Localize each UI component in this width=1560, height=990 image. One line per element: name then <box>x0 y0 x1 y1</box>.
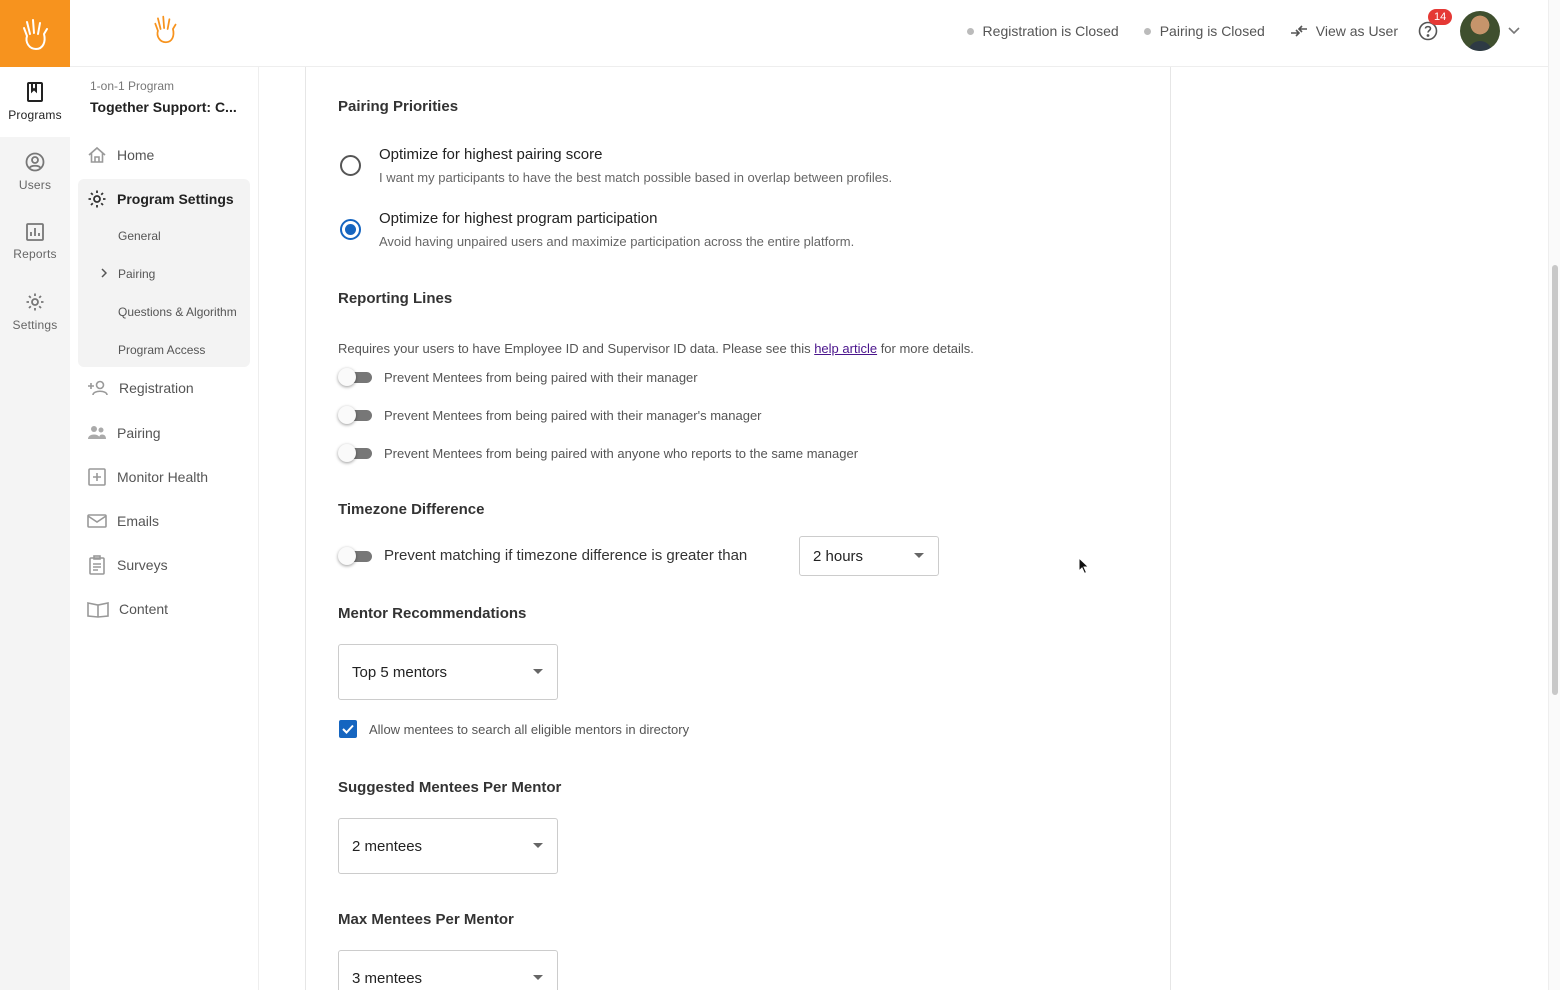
rail-item-programs[interactable] <box>0 67 70 137</box>
book-icon <box>26 82 44 102</box>
rail-item-reports[interactable] <box>0 207 70 277</box>
home-icon <box>87 146 107 164</box>
sidebar-item-pairing[interactable] <box>87 421 161 445</box>
sidebar-item-home[interactable] <box>87 143 154 167</box>
reporting-desc-after: for more details. <box>877 341 974 356</box>
reporting-lines-title: Reporting Lines <box>338 290 453 307</box>
check-icon <box>342 724 354 734</box>
sidebar-label-program-settings: Program Settings <box>117 191 234 207</box>
add-user-icon <box>87 380 109 396</box>
registration-status-text: Registration is Closed <box>982 23 1119 39</box>
program-type: 1-on-1 Program <box>90 79 175 93</box>
option-desc-pairing-score: I want my participants to have the best match possible based in overlap between profiles. <box>379 170 893 185</box>
right-blank-area <box>1172 67 1548 990</box>
sidebar-label-monitor-health: Monitor Health <box>117 469 209 485</box>
program-sidebar <box>70 67 259 990</box>
status-dot-icon <box>967 28 974 35</box>
option-desc-participation: Avoid having unpaired users and maximize participation across the entire platform. <box>379 234 855 249</box>
help-article-link[interactable]: help article <box>814 341 878 356</box>
content-gutter <box>259 67 305 990</box>
toggle-prevent-same-manager[interactable] <box>338 445 374 461</box>
option-title-participation[interactable]: Optimize for highest program participation <box>379 210 658 227</box>
app-rail <box>0 0 70 990</box>
gear-icon <box>25 292 45 312</box>
sidebar-label-home: Home <box>117 147 155 163</box>
radio-highest-participation[interactable] <box>340 219 361 240</box>
sidebar-item-content[interactable] <box>87 597 168 621</box>
allow-search-checkbox[interactable] <box>339 720 357 738</box>
status-dot-icon <box>1144 28 1151 35</box>
caret-down-icon <box>533 975 543 980</box>
sidebar-label-pairing: Pairing <box>117 425 161 441</box>
suggested-mentees-value: 2 mentees <box>352 837 423 855</box>
toggle-label-prevent-same-manager: Prevent Mentees from being paired with anyone who reports to the same manager <box>384 446 859 461</box>
gear-icon <box>87 189 107 209</box>
sidebar-label-emails: Emails <box>117 513 160 529</box>
rail-label-users: Users <box>18 178 52 192</box>
sidebar-subitem-general[interactable]: General <box>118 229 161 243</box>
timezone-select[interactable] <box>799 536 939 576</box>
scroll-thumb[interactable] <box>1552 265 1558 695</box>
mentor-recommendations-select[interactable] <box>338 644 558 700</box>
max-mentees-title: Max Mentees Per Mentor <box>338 911 514 928</box>
radio-highest-pairing-score[interactable] <box>340 155 361 176</box>
app-logo[interactable] <box>0 0 70 67</box>
avatar[interactable] <box>1460 11 1500 51</box>
rail-label-programs: Programs <box>8 108 62 122</box>
notification-badge: 14 <box>1428 9 1452 25</box>
sidebar-subitem-questions-algorithm[interactable]: Questions & Algorithm <box>118 305 237 319</box>
toggle-label-prevent-managers-manager: Prevent Mentees from being paired with their manager's manager <box>384 408 762 423</box>
sidebar-subitem-program-access[interactable]: Program Access <box>118 343 206 357</box>
help-button[interactable] <box>1418 11 1447 41</box>
toggle-timezone[interactable] <box>338 548 374 564</box>
sidebar-label-registration: Registration <box>119 380 194 396</box>
sidebar-item-emails[interactable] <box>87 509 159 533</box>
caret-down-icon <box>533 843 543 848</box>
page-scrollbar[interactable] <box>1548 0 1560 990</box>
pairing-priorities-title: Pairing Priorities <box>338 98 459 115</box>
mail-icon <box>87 513 107 529</box>
sidebar-item-registration[interactable] <box>87 376 194 400</box>
rail-label-settings: Settings <box>12 318 58 332</box>
sidebar-label-content: Content <box>119 601 169 617</box>
open-book-icon <box>87 600 109 618</box>
bar-chart-icon <box>26 223 44 241</box>
pairing-status-text: Pairing is Closed <box>1159 23 1265 39</box>
view-as-user-button[interactable] <box>1290 23 1398 39</box>
reporting-lines-description <box>338 341 974 356</box>
toggle-label-prevent-manager: Prevent Mentees from being paired with their manager <box>384 370 698 385</box>
mentor-recommendations-value: Top 5 mentors <box>352 663 448 681</box>
suggested-mentees-select[interactable] <box>338 818 558 874</box>
option-title-pairing-score[interactable]: Optimize for highest pairing score <box>379 146 603 163</box>
max-mentees-select[interactable] <box>338 950 558 990</box>
timezone-title: Timezone Difference <box>338 501 485 518</box>
sidebar-item-program-settings[interactable] <box>87 187 234 211</box>
allow-search-label: Allow mentees to search all eligible mentors in directory <box>369 722 690 737</box>
switch-arrows-icon <box>1290 24 1308 38</box>
sidebar-subitem-pairing[interactable]: Pairing <box>118 267 156 281</box>
timezone-label: Prevent matching if timezone difference is greater than <box>384 547 748 564</box>
suggested-mentees-title: Suggested Mentees Per Mentor <box>338 779 562 796</box>
user-circle-icon <box>25 152 45 172</box>
caret-down-icon <box>914 553 924 558</box>
rail-item-settings[interactable] <box>0 277 70 347</box>
rail-item-users[interactable] <box>0 137 70 207</box>
sidebar-item-surveys[interactable] <box>87 553 168 577</box>
rail-label-reports: Reports <box>13 247 57 261</box>
chevron-right-icon <box>101 268 107 278</box>
max-mentees-value: 3 mentees <box>352 969 423 987</box>
mentor-recommendations-title: Mentor Recommendations <box>338 605 527 622</box>
sidebar-label-surveys: Surveys <box>117 557 168 573</box>
reporting-desc-before: Requires your users to have Employee ID and Supervisor ID data. Please see this <box>338 341 815 356</box>
hand-brand-icon <box>150 12 180 46</box>
registration-status <box>967 23 1119 39</box>
health-plus-icon <box>87 468 107 486</box>
users-pair-icon <box>87 425 107 441</box>
chevron-down-icon[interactable] <box>1508 27 1520 35</box>
mouse-cursor-icon <box>1078 557 1090 575</box>
top-bar <box>70 0 1548 67</box>
view-as-user-label: View as User <box>1315 23 1398 39</box>
toggle-prevent-manager[interactable] <box>338 369 374 385</box>
sidebar-item-monitor-health[interactable] <box>87 465 208 489</box>
caret-down-icon <box>533 669 543 674</box>
hand-logo-icon <box>18 16 52 52</box>
timezone-select-value: 2 hours <box>813 547 864 565</box>
toggle-prevent-managers-manager[interactable] <box>338 407 374 423</box>
program-name[interactable]: Together Support: C... <box>90 99 237 115</box>
clipboard-icon <box>87 555 107 575</box>
pairing-status <box>1144 23 1265 39</box>
